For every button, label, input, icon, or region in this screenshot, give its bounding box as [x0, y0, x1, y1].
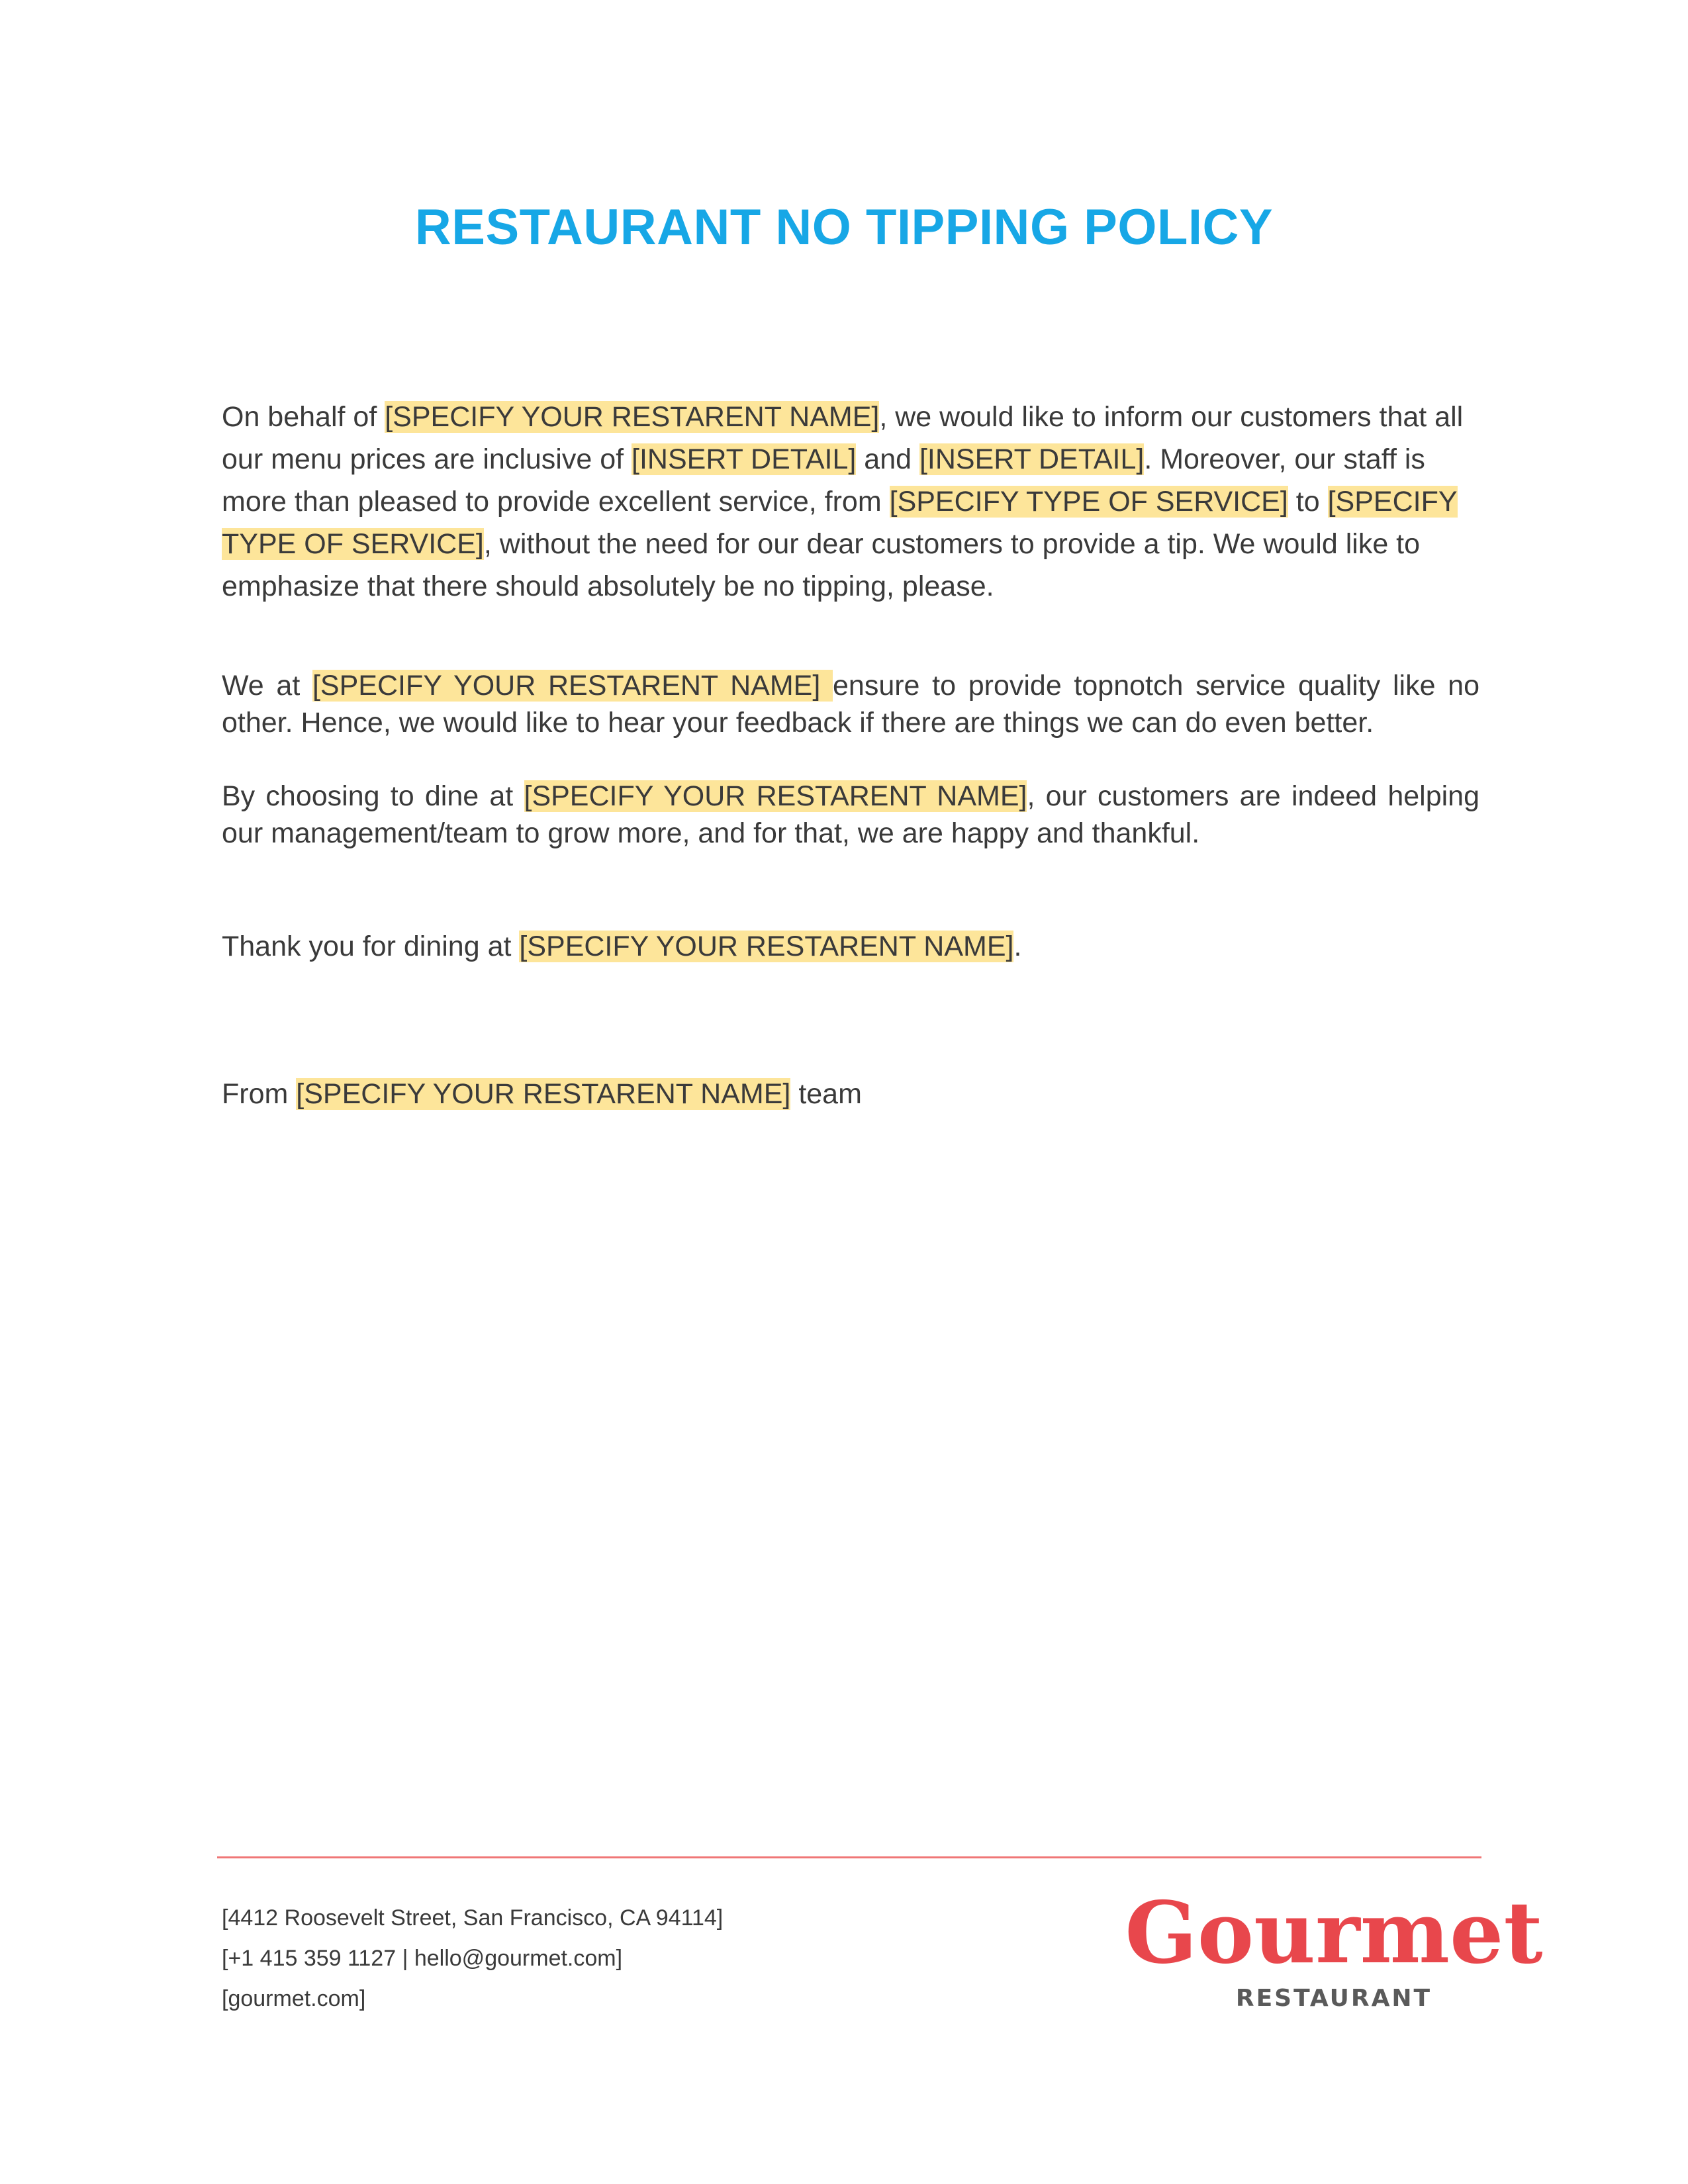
placeholder-restaurant-name: [SPECIFY YOUR RESTARENT NAME]: [519, 931, 1014, 962]
placeholder-restaurant-name: [SPECIFY YOUR RESTARENT NAME]: [312, 670, 833, 702]
paragraph-pricing: On behalf of [SPECIFY YOUR RESTARENT NAME], we would like to inform our customers that all our menu prices are inclusive of [INSERT DETAIL] and [INSERT DETAIL]. Moreover, our staff is more than pleased to provide excellent service, from [SPECIFY TYPE OF SERVICE] to [SPECIFY TYPE OF SERVICE], without the need for our dear customers to provide a tip. We would like to emphasize that there should absolutely be no tipping, please.: [222, 401, 1464, 602]
page-title: RESTAURANT NO TIPPING POLICY: [414, 199, 1274, 255]
placeholder-insert-detail: [INSERT DETAIL]: [919, 443, 1145, 475]
placeholder-restaurant-name: [SPECIFY YOUR RESTARENT NAME]: [385, 401, 880, 433]
placeholder-restaurant-name: [SPECIFY YOUR RESTARENT NAME]: [296, 1078, 791, 1110]
paragraph-feedback: We at [SPECIFY YOUR RESTARENT NAME] ensure to provide topnotch service quality like no other. Hence, we would like to hear your feedback if there are things we can do even better.: [222, 670, 1480, 739]
paragraph-signoff: From [SPECIFY YOUR RESTARENT NAME] team: [222, 1078, 862, 1110]
logo-subtitle: RESTAURANT: [1235, 1985, 1432, 2012]
footer-website: [gourmet.com]: [222, 1986, 366, 2011]
paragraph-thank-you: Thank you for dining at [SPECIFY YOUR RESTARENT NAME].: [222, 931, 1022, 962]
footer-address: [4412 Roosevelt Street, San Francisco, CA 94114]: [222, 1905, 724, 1931]
placeholder-restaurant-name: [SPECIFY YOUR RESTARENT NAME]: [524, 780, 1027, 812]
gourmet-logo: [1125, 1884, 1543, 2015]
placeholder-insert-detail: [INSERT DETAIL]: [632, 443, 857, 475]
logo-name: Gourmet: [1125, 1884, 1543, 1983]
placeholder-service-type: [SPECIFY TYPE OF SERVICE]: [889, 486, 1288, 518]
footer-contact: [+1 415 359 1127 | hello@gourmet.com]: [222, 1946, 623, 1971]
paragraph-thanks-customers: By choosing to dine at [SPECIFY YOUR RESTARENT NAME], our customers are indeed helping our management/team to grow more, and for that, we are happy and thankful.: [222, 780, 1479, 849]
footer-contact-block: [222, 1898, 723, 2019]
footer-divider: [217, 1856, 1481, 1858]
placeholder-service-type: [SPECIFY TYPE OF SERVICE]: [222, 486, 1458, 560]
